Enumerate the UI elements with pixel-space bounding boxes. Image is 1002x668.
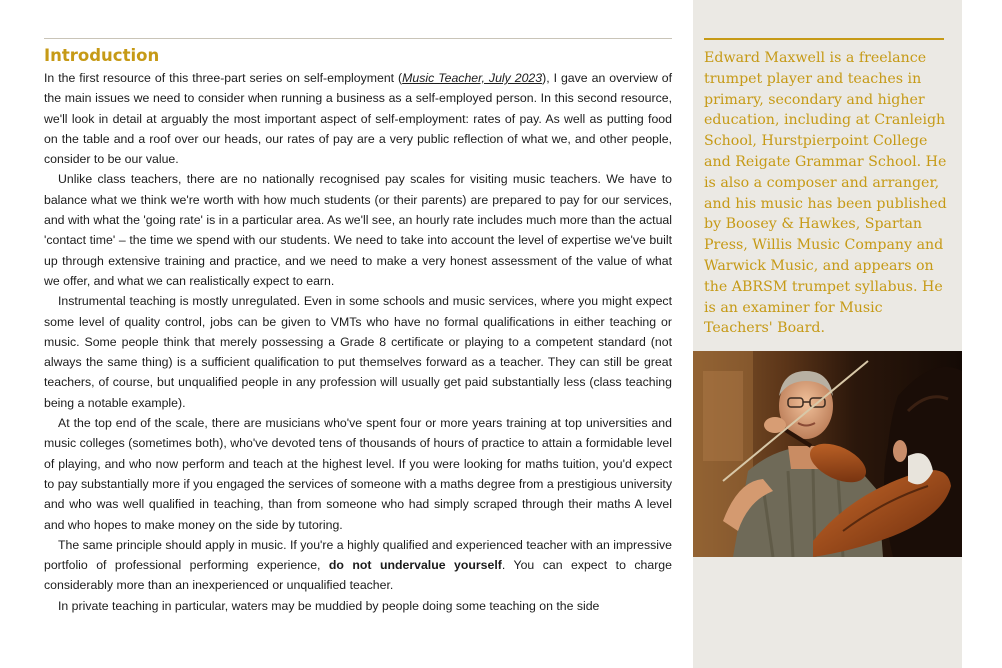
section-heading: Introduction: [44, 46, 160, 65]
paragraph-5: The same principle should apply in music. If you're a highly qualified and experienced teacher with an impressive portfolio of professional performing experience, do not undervalue yourself. You can expect to charge considerably more than an inexperienced or unqualified teacher.: [44, 537, 672, 593]
paragraph-1: In the first resource of this three-part series on self-employment (Music Teacher, July 2023), I gave an overview of the main issues we need to consider when running a business as a self-employed person. In this second resource, we'll look in detail at arguably the most important aspect of self-employment: rates of pay. As well as putting food on the table and a roof over our heads, our rates of pay are a very public reflection of what we, and other people, consider to be our value.: [44, 71, 672, 167]
author-sidebar: [693, 0, 962, 668]
paragraph-4: At the top end of the scale, there are musicians who've spent four or more years training at top universities and music colleges (sometimes both), who've devoted tens of thousands of hours of practice to attain a formidable level of playing, and who now perform and teach at the highest level. If you were looking for maths tuition, you'd expect to pay substantially more if you engaged the services of someone with a maths degree from a prestigious university and who was well qualified in teaching, than from someone who had simply scraped through their maths A level and who hopes to make money on the side by tutoring.: [44, 416, 672, 532]
article-column: [44, 38, 672, 616]
sidebar-divider: [704, 38, 944, 40]
paragraph-6: In private teaching in particular, waters may be muddied by people doing some teaching on the side: [58, 598, 600, 613]
author-photo: [693, 351, 962, 557]
publication-reference: Music Teacher, July 2023: [402, 71, 543, 85]
emphasis-text: do not undervalue yourself: [328, 558, 502, 573]
article-body: [44, 68, 672, 616]
top-divider: [44, 38, 672, 39]
paragraph-2: Unlike class teachers, there are no nationally recognised pay scales for visiting music teachers. We have to balance what we think we're worth with how much students (or their parents) are prepared to pay for our services, and with what the 'going rate' is in a particular area. As we'll see, an hourly rate includes much more than the actual 'contact time' – the time we spend with our students. We need to take into account the level of expertise we've built up through extensive training and practice, and we need to make a very honest assessment of the value of what we offer, and what we can realistically expect to earn.: [44, 172, 672, 288]
paragraph-3: Instrumental teaching is mostly unregulated. Even in some schools and music services, where you might expect some level of quality control, jobs can be given to VMTs who have no formal qualifications in either teaching or music. Some people think that merely possessing a Grade 8 certificate or playing to a competent standard (not always the same thing) is a sufficient qualification to put themselves forward as a teacher. They can still be great teachers, of course, but unqualified people in any profession will usually get paid substantially less (class teaching being a notable example).: [44, 294, 672, 410]
author-bio: Edward Maxwell is a freelance trumpet player and teaches in primary, secondary and higher education, including at Cranleigh School, Hurstpierpoint College and Reigate Grammar School. He is also a composer and arranger, and his music has been published by Boosey & Hawkes, Spartan Press, Willis Music Company and Warwick Music, and appears on the ABRSM trumpet syllabus. He is an examiner for Music Teachers' Board.: [704, 50, 947, 337]
